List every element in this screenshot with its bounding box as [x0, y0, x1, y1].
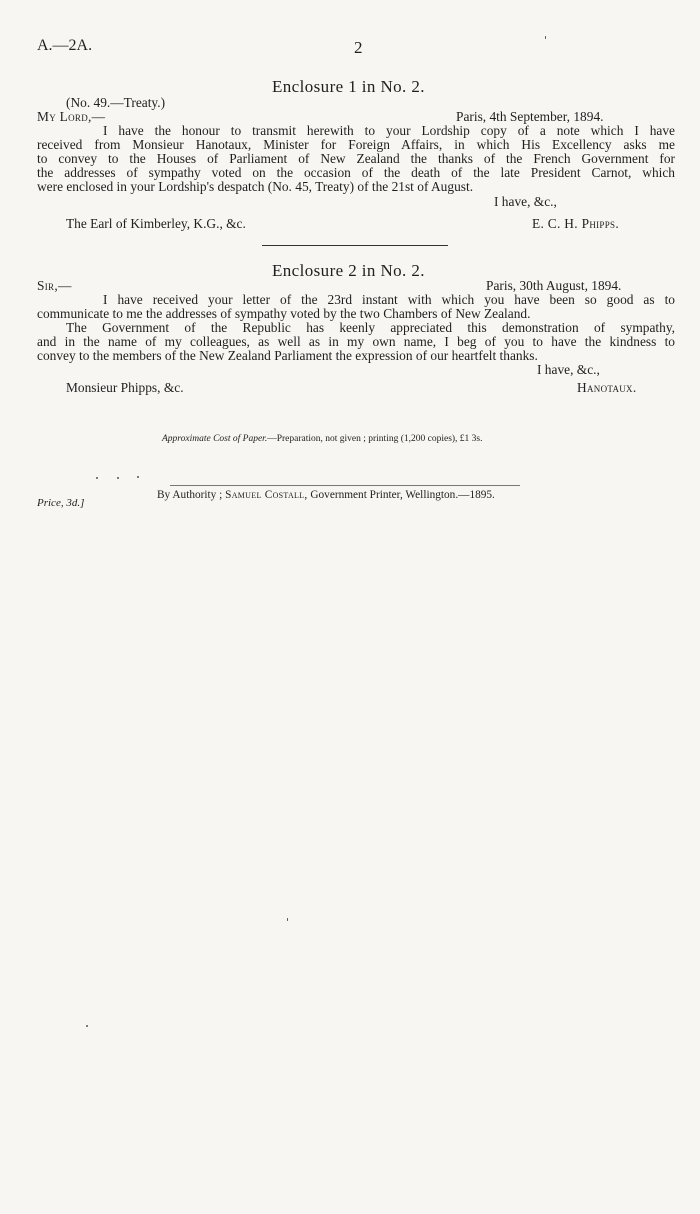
treaty-reference: (No. 49.—Treaty.) — [66, 95, 166, 110]
letter-1-line-5: were enclosed in your Lordship's despatch (No. 45, Treaty) of the 21st of August. — [37, 179, 474, 194]
addressee-2: Monsieur Phipps, &c. — [66, 380, 184, 395]
cost-of-paper-note — [162, 434, 483, 444]
closing-2: I have, &c., — [537, 362, 600, 377]
document-reference: A.—2A. — [37, 37, 93, 54]
place-date-1: Paris, 4th September, 1894. — [456, 109, 604, 124]
print-speck — [287, 918, 288, 921]
salutation-sir: Sir,— — [37, 278, 72, 293]
print-speck — [86, 1025, 88, 1027]
section-divider — [262, 245, 448, 246]
letter-1-line-3: to convey to the Houses of Parliament of New Zealand the thanks of the French Government for — [37, 151, 675, 166]
letter-1-line-4: the addresses of sympathy voted on the occasion of the death of the late President Carnot, which — [37, 165, 675, 180]
print-speck — [117, 477, 119, 479]
letter-2-line-4: and in the name of my colleagues, as well as in my own name, I beg of you to have the kindness to — [37, 334, 675, 349]
letter-1-line-2: received from Monsieur Hanotaux, Minister for Foreign Affairs, in which His Excellency asks me — [37, 137, 675, 152]
letter-1-line-1: I have the honour to transmit herewith to your Lordship copy of a note which I have — [103, 123, 675, 138]
place-date-2: Paris, 30th August, 1894. — [486, 278, 622, 293]
print-speck — [137, 476, 139, 478]
enclosure-2-heading: Enclosure 2 in No. 2. — [272, 261, 425, 280]
signature-2: Hanotaux. — [577, 380, 637, 395]
cost-text: —Preparation, not given ; printing (1,200 copies), £1 3s. — [267, 434, 483, 444]
letter-2-line-2: communicate to me the addresses of sympathy voted by the two Chambers of New Zealand. — [37, 306, 531, 321]
closing-1: I have, &c., — [494, 194, 557, 209]
enclosure-1-heading: Enclosure 1 in No. 2. — [272, 77, 425, 96]
cost-label: Approximate Cost of Paper. — [162, 434, 268, 444]
price-note: Price, 3d.] — [37, 497, 85, 509]
addressee-1: The Earl of Kimberley, K.G., &c. — [66, 216, 246, 231]
print-speck — [96, 477, 98, 479]
authority-suffix: Government Printer, Wellington.—1895. — [310, 489, 495, 501]
page-number: 2 — [354, 38, 363, 57]
salutation-my-lord: My Lord,— — [37, 109, 106, 124]
print-speck — [545, 36, 546, 39]
footer-rule — [170, 485, 520, 486]
letter-2-line-5: convey to the members of the New Zealand Parliament the expression of our heartfelt thanks. — [37, 348, 538, 363]
signature-1: E. C. H. Phipps. — [532, 216, 619, 231]
printer-name: Samuel Costall, — [225, 489, 308, 501]
printer-imprint — [157, 489, 495, 501]
letter-2-line-1: I have received your letter of the 23rd instant with which you have been so good as to — [103, 292, 675, 307]
authority-prefix: By Authority ; — [157, 489, 223, 501]
letter-2-line-3: The Government of the Republic has keenly appreciated this demonstration of sympathy, — [66, 320, 675, 335]
